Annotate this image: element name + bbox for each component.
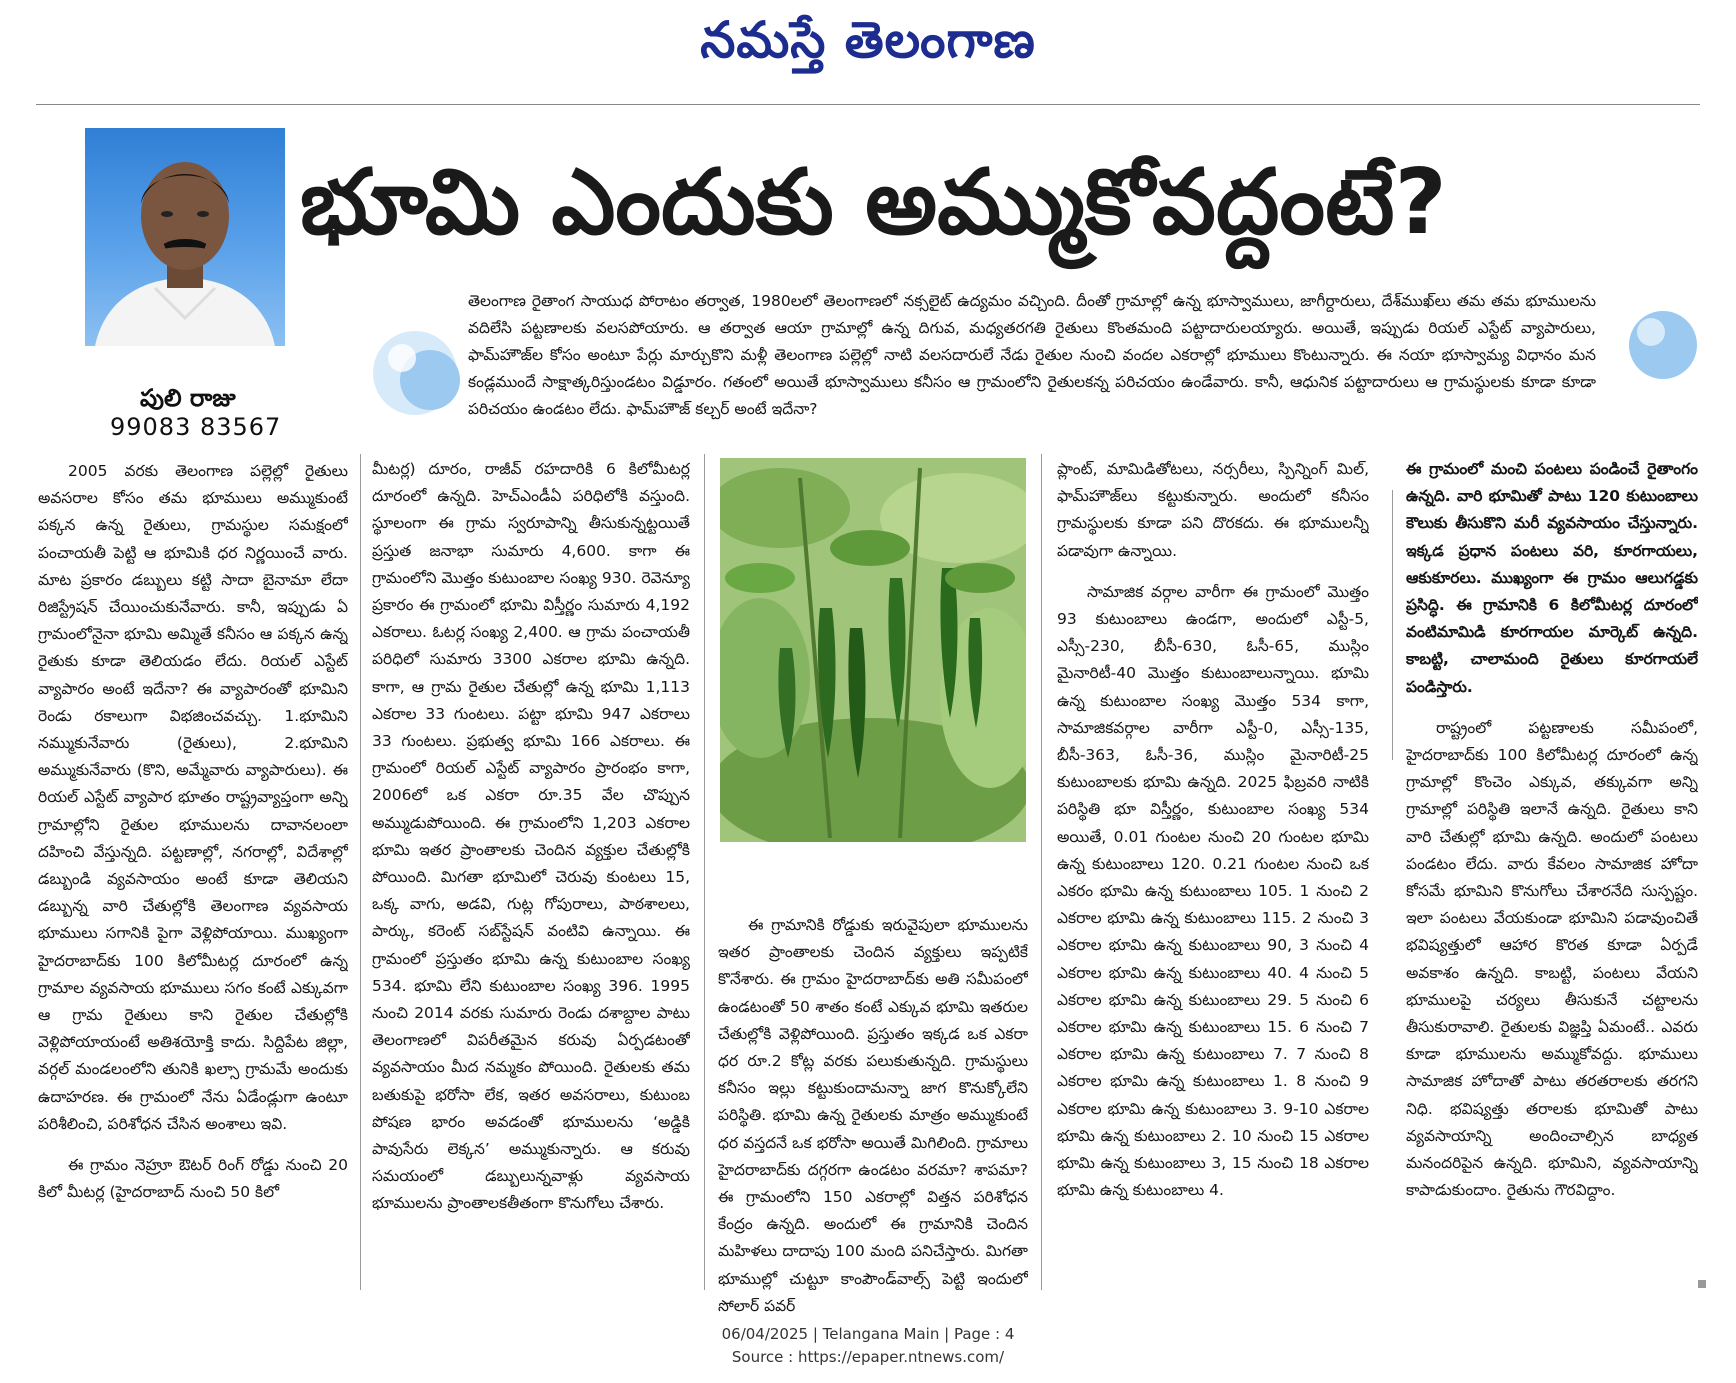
author-phone: 99083 83567 bbox=[110, 413, 282, 441]
masthead: నమస్తే తెలంగాణ bbox=[700, 10, 1036, 69]
column-1 bbox=[38, 458, 348, 1298]
top-rule bbox=[36, 104, 1700, 105]
paragraph: రాష్ట్రంలో పట్టణాలకు సమీపంలో, హైదరాబాద్‌కు 100 కిలోమీటర్ల దూరంలో ఉన్న గ్రామాల్లో కొంచెం ఎక్కువ, తక్కువగా అన్ని గ్రామాల్లో పరిస్థితి ఇలానే ఉన్నది. రైతులు కాని వారి చేతుల్లో భూమి ఉన్నది. అందులో పంటలు పండటం లేదు. వారు కేవలం సామాజిక హోదా కోసమే భూమిని కొనుగోలు చేశారనేది సుస్పష్టం. ఇలా పంటలు వేయకుండా భూమిని పడావుంచితే భవిష్యత్తులో ఆహార కొరత కూడా ఏర్పడే అవకాశం ఉన్నది. కాబట్టి, పంటలు వేయని భూములపై చర్యలు తీసుకునే చట్టాలను తీసుకురావాలి. రైతులకు విజ్ఞప్తి ఏమంటే.. ఎవరు కూడా భూములను అమ్ముకోవద్దు. భూములు సామాజిక హోదాతో పాటు తరతరాలకు తరగని నిధి. భవిష్యత్తు తరాలకు భూమితో పాటు వ్యవసాయాన్ని అందించాల్సిన బాధ్యత మనందరిపైన ఉన్నది. భూమిని, వ్యవసాయాన్ని కాపాడుకుందాం. రైతును గౌరవిద్దాం. bbox=[1406, 718, 1698, 1200]
paragraph: ఈ గ్రామానికి రోడ్డుకు ఇరువైపులా భూములను ఇతర ప్రాంతాలకు చెందిన వ్యక్తులు ఇప్పటికే కొనేశారు. ఈ గ్రామం హైదరాబాద్‌కు అతి సమీపంలో ఉండటంతో 50 శాతం కంటే ఎక్కువ భూమి ఇతరుల చేతుల్లోకి వెళ్లిపోయింది. ప్రస్తుతం ఇక్కడ ఒక ఎకరా ధర రూ.2 కోట్ల వరకు పలుకుతున్నది. గ్రామస్థులు కనీసం ఇల్లు కట్టుకుందామన్నా జాగ కొనుక్కోలేని పరిస్థితి. భూమి ఉన్న రైతులకు మాత్రం అమ్ముకుంటే ధర వస్తదనే ఒక భరోసా అయితే మిగిలింది. గ్రామాలు హైదరాబాద్‌కు దగ్గరగా ఉండటం వరమా? శాపమా? ఈ గ్రామంలోని 150 ఎకరాల్లో విత్తన పరిశోధన కేంద్రం ఉన్నది. అందులో ఈ గ్రామానికి చెందిన మహిళలు దాదాపు 100 మంది పనిచేస్తారు. మిగతా భూముల్లో చుట్టూ కాంపౌండ్‌వాల్స్ పెట్టి ఇందులో సోలార్ పవర్ bbox=[718, 916, 1028, 1315]
box-divider bbox=[1392, 490, 1393, 760]
headline: భూమి ఎందుకు అమ్ముకోవద్దంటే? bbox=[300, 150, 1447, 255]
author-portrait bbox=[85, 128, 285, 346]
author-name: పులి రాజు bbox=[140, 384, 236, 412]
footer-source: Source : https://epaper.ntnews.com/ bbox=[731, 1348, 1005, 1366]
chilli-plant-photo bbox=[720, 458, 1026, 842]
paragraph: 2005 వరకు తెలంగాణ పల్లెల్లో రైతులు అవసరాల కోసం తమ భూములు అమ్ముకుంటే పక్కన ఉన్న రైతులు, గ్రామస్థుల సమక్షంలో పంచాయతీ పెట్టి ఆ భూమికి ధర నిర్ణయించే వారు. మాట ప్రకారం డబ్బులు కట్టి సాదా బైనామా లేదా రిజిస్ట్రేషన్ చేయించుకునేవారు. కానీ, ఇప్పుడు ఏ గ్రామంలోనైనా భూమి అమ్మితే కనీసం ఆ పక్కన ఉన్న రైతుకు కూడా తెలియడం లేదు. రియల్ ఎస్టేట్ వ్యాపారం అంటే ఇదేనా? ఈ వ్యాపారంతో భూమిని రెండు రకాలుగా విభజించవచ్చు. 1.భూమిని నమ్ముకునేవారు (రైతులు), 2.భూమిని అమ్ముకునేవారు (కొని, అమ్మేవారు వ్యాపారులు). ఈ రియల్ ఎస్టేట్ వ్యాపార భూతం రాష్ట్రవ్యాప్తంగా అన్ని గ్రామాల్లోని రైతుల భూములను దావానలంలా దహించి వేస్తున్నది. పట్టణాల్లో, నగరాల్లో, విదేశాల్లో డబ్బుండి వ్యవసాయం అంటే కూడా తెలియని డబ్బున్న వారి చేతుల్లోకి తెలంగాణ వ్యవసాయ భూములు సగానికి పైగా వెళ్లిపోయాయి. ముఖ్యంగా హైదరాబాద్‌కు 100 కిలోమీటర్ల దూరంలో ఉన్న గ్రామాల వ్యవసాయ భూములు సగం కంటే ఎక్కువగా ఆ గ్రామ రైతులు కాని రైతుల చేతుల్లోకి వెళ్లిపోయాయంటే అతిశయోక్తి కాదు. సిద్దిపేట జిల్లా, వర్గల్ మండలంలోని తునికి ఖల్సా గ్రామమే అందుకు ఉదాహరణ. ఈ గ్రామంలో నేను ఏడేండ్లుగా ఉంటూ పరిశీలించి, పరిశోధన చేసిన అంశాలు ఇవి. bbox=[38, 462, 348, 1133]
bubble-decoration-right bbox=[1615, 300, 1705, 390]
column-divider bbox=[360, 454, 361, 1290]
bubble-decoration-left bbox=[360, 318, 470, 428]
column-divider bbox=[1041, 454, 1042, 1290]
paragraph: ఈ గ్రామం నెహ్రూ ఔటర్ రింగ్ రోడ్డు నుంచి 20 కిలో మీటర్ల (హైదరాబాద్ నుంచి 50 కిలో bbox=[38, 1156, 348, 1202]
end-mark bbox=[1698, 1280, 1706, 1288]
column-4 bbox=[1057, 456, 1369, 1316]
paragraph: ప్లాంట్, మామిడితోటలు, నర్సరీలు, స్పిన్నింగ్ మిల్, ఫామ్‌హౌజ్‌లు కట్టుకున్నారు. అందులో కనీసం గ్రామస్థులకు కూడా పని దొరకదు. ఈ భూములన్నీ పడావుగా ఉన్నాయి. bbox=[1057, 460, 1369, 560]
author-photo bbox=[85, 128, 285, 346]
column-5 bbox=[1406, 456, 1698, 1316]
column-3 bbox=[718, 912, 1028, 1320]
footer-edition-info: 06/04/2025 | Telangana Main | Page : 4 bbox=[721, 1325, 1015, 1343]
paragraph: మీటర్ల) దూరం, రాజీవ్ రహదారికి 6 కిలోమీటర్ల దూరంలో ఉన్నది. హెచ్‌ఎండీఏ పరిధిలోకి వస్తుంది. స్థూలంగా ఈ గ్రామ స్వరూపాన్ని తీసుకున్నట్టయితే ప్రస్తుత జనాభా సుమారు 4,600. కాగా ఈ గ్రామంలోని మొత్తం కుటుంబాల సంఖ్య 930. రెవెన్యూ ప్రకారం ఈ గ్రామంలో భూమి విస్తీర్ణం సుమారు 4,192 ఎకరాలు. ఓటర్ల సంఖ్య 2,400. ఆ గ్రామ పంచాయతీ పరిధిలో సుమారు 3300 ఎకరాల భూమి ఉన్నది. కాగా, ఆ గ్రామ రైతుల చేతుల్లో ఉన్న భూమి 1,113 ఎకరాల 33 గుంటలు. పట్టా భూమి 947 ఎకరాలు 33 గుంటలు. ప్రభుత్వ భూమి 166 ఎకరాలు. ఈ గ్రామంలో రియల్ ఎస్టేట్ వ్యాపారం ప్రారంభం కాగా, 2006లో ఒక ఎకరా రూ.35 వేల చొప్పున అమ్ముడుపోయింది. ఈ గ్రామంలోని 1,203 ఎకరాల భూమి ఇతర ప్రాంతాలకు చెందిన వ్యక్తుల చేతుల్లోకి పోయింది. మిగతా భూమిలో చెరువు కుంటలు 15, ఒక్క వాగు, అడవి, గుట్ల గోపురాలు, పాఠశాలలు, పార్కు, కరెంట్ సబ్‌స్టేషన్ వంటివి ఉన్నాయి. ఈ గ్రామంలో ప్రస్తుతం భూమి ఉన్న కుటుంబాల సంఖ్య 534. భూమి లేని కుటుంబాల సంఖ్య 396. 1995 నుంచి 2014 వరకు సుమారు రెండు దశాబ్దాల పాటు తెలంగాణలో విపరీతమైన కరువు ఏర్పడటంతో వ్యవసాయం మీద నమ్మకం పోయింది. రైతులకు తమ బతుకుపై భరోసా లేక, ఇతర అవసరాలు, కుటుంబ పోషణ భారం అవడంతో భూములను ‘అడ్డికి పావుసేరు లెక్కన’ అమ్ముకున్నారు. ఆ కరువు సమయంలో డబ్బులున్నవాళ్లు వ్యవసాయ భూములను ప్రాంతాలకతీతంగా కొనుగోలు చేశారు. bbox=[372, 460, 690, 1213]
column-divider bbox=[704, 454, 705, 1290]
paragraph: సామాజిక వర్గాల వారీగా ఈ గ్రామంలో మొత్తం 93 కుటుంబాలు ఉండగా, అందులో ఎస్టీ-5, ఎస్సీ-230, బీసీ-630, ఓసీ-65, ముస్లిం మైనారిటీ-40 మొత్తం కుటుంబాలున్నాయి. భూమి ఉన్న కుటుంబాల సంఖ్య మొత్తం 534 కాగా, సామాజికవర్గాల వారీగా ఎస్టీ-0, ఎస్సీ-135, బీసీ-363, ఓసీ-36, ముస్లిం మైనారిటీ-25 కుటుంబాలకు భూమి ఉన్నది. 2025 ఫిబ్రవరి నాటికి పరిస్థితి భూ విస్తీర్ణం, కుటుంబాల సంఖ్య 534 అయితే, 0.01 గుంటల నుంచి 20 గుంటల భూమి ఉన్న కుటుంబాలు 120. 0.21 గుంటల నుంచి ఒక ఎకరం భూమి ఉన్న కుటుంబాలు 105. 1 నుంచి 2 ఎకరాల భూమి ఉన్న కుటుంబాలు 115. 2 నుంచి 3 ఎకరాల భూమి ఉన్న కుటుంబాలు 90, 3 నుంచి 4 ఎకరాల భూమి ఉన్న కుటుంబాలు 40. 4 నుంచి 5 ఎకరాల భూమి ఉన్న కుటుంబాలు 29. 5 నుంచి 6 ఎకరాల భూమి ఉన్న కుటుంబాలు 15. 6 నుంచి 7 ఎకరాల భూమి ఉన్న కుటుంబాలు 7. 7 నుంచి 8 ఎకరాల భూమి ఉన్న కుటుంబాలు 1. 8 నుంచి 9 ఎకరాల భూమి ఉన్న కుటుంబాలు 3. 9-10 ఎకరాల భూమి ఉన్న కుటుంబాలు 2. 10 నుంచి 15 ఎకరాల భూమి ఉన్న కుటుంబాలు 3, 15 నుంచి 18 ఎకరాల భూమి ఉన్న కుటుంబాలు 4. bbox=[1057, 582, 1369, 1200]
column-2 bbox=[372, 456, 690, 1294]
highlight-box: ఈ గ్రామంలో మంచి పంటలు పండించే రైతాంగం ఉన్నది. వారి భూమితో పాటు 120 కుటుంబాలు కౌలుకు తీసుకొని మరీ వ్యవసాయం చేస్తున్నారు. ఇక్కడ ప్రధాన పంటలు వరి, కూరగాయలు, ఆకుకూరలు. ముఖ్యంగా ఈ గ్రామం ఆలుగడ్డకు ప్రసిద్ధి. ఈ గ్రామానికి 6 కిలోమీటర్ల దూరంలో వంటిమామిడి కూరగాయల మార్కెట్ ఉన్నది. కాబట్టి, చాలామంది రైతులు కూరగాయలే పండిస్తారు. bbox=[1406, 460, 1698, 696]
intro-paragraph: తెలంగాణ రైతాంగ సాయుధ పోరాటం తర్వాత, 1980లలో తెలంగాణలో నక్సలైట్ ఉద్యమం వచ్చింది. దీంతో గ్రామాల్లో ఉన్న భూస్వాములు, జాగీర్దారులు, దేశ్‌ముఖ్‌లు తమ తమ భూములను వదిలేసి పట్టణాలకు వలసపోయారు. ఆ తర్వాత ఆయా గ్రామాల్లో ఉన్న దిగువ, మధ్యతరగతి రైతులు కొంతమంది పట్టాదారులయ్యారు. అయితే, ఇప్పుడు రియల్ ఎస్టేట్ వ్యాపారులు, ఫామ్‌హౌజ్‌ల కోసం అంటూ పేర్లు మార్చుకొని మళ్లీ తెలంగాణ పల్లెల్లో నాటి వలసదారులే నేడు రైతుల నుంచి వందల ఎకరాల్లో భూములు కొంటున్నారు. ఈ నయా భూస్వామ్య విధానం మన కండ్లముందే సాక్షాత్కరిస్తుండటం విడ్డూరం. గతంలో అయితే భూస్వాములు కనీసం ఆ గ్రామంలోని రైతులకన్న పరిచయం ఉండేవారు. కానీ, ఆధునిక పట్టాదారులు ఆ గ్రామస్థులకు కూడా కూడా పరిచయం ఉండటం లేదు. ఫామ్‌హౌజ్ కల్చర్ అంటే ఇదేనా? bbox=[468, 292, 1596, 418]
chilli-plant-image bbox=[720, 458, 1026, 842]
